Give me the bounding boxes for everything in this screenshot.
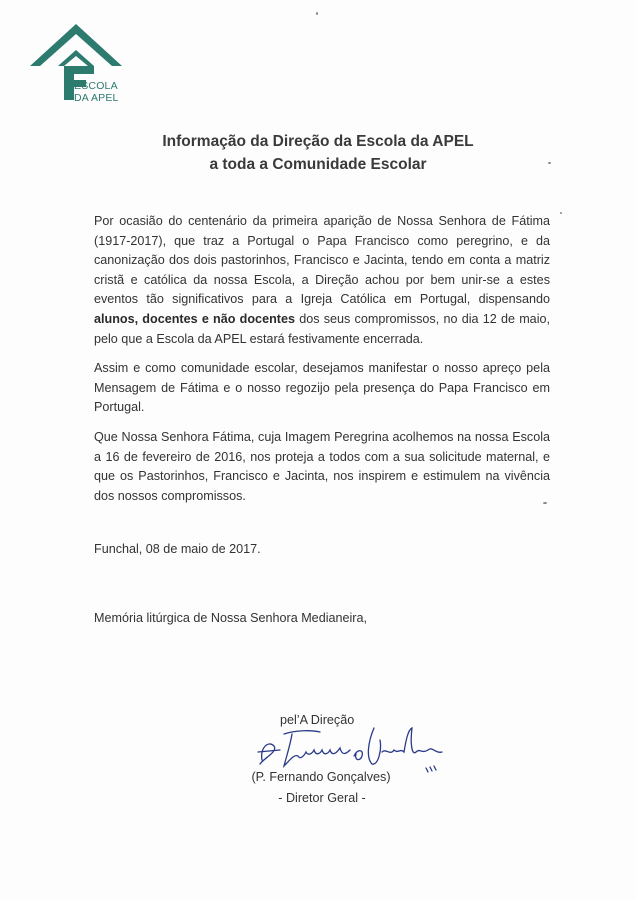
paragraph-1 [94,212,550,349]
signatory-name [0,770,636,784]
title-line-1: Informação da Direção da Escola da APEL [162,133,474,150]
paragraph-1-text-a: Por ocasião do centenário da primeira aparição de Nossa Senhora de Fátima (1917-2017), que traz a Portugal o Papa Francisco como peregrino, e da canonização dos dois pastorinhos, Francisco e Jacinta, tendo em conta a matriz cristã e católica da nossa Escola, a Direção achou por bem unir-se a estes eventos tão significativos para a Igreja Católica em Portugal, dispensando [94,214,550,307]
paragraph-1-bold: alunos, docentes e não docentes [94,311,295,326]
on-behalf-label: pel’A Direção [280,713,355,727]
scan-speck [543,502,547,504]
logo-line-2: DA APEL [74,92,119,104]
date-line: Funchal, 08 de maio de 2017. [94,542,261,556]
title-line-2: a toda a Comunidade Escolar [209,156,427,173]
scan-speck [548,162,551,164]
logo-line-1: ESCOLA [74,80,118,92]
scan-speck [560,212,562,214]
document-title [0,130,636,176]
document-body [94,212,550,516]
memoria-liturgica: Memória litúrgica de Nossa Senhora Medianeira, [94,611,367,625]
signatory-role [0,791,636,805]
paragraph-2: Assim e como comunidade escolar, desejamos manifestar o nosso apreço pela Mensagem de Fátima e o nosso regozijo pela presença do Papa Francisco em Portugal. [94,361,550,415]
scan-speck [316,12,318,15]
paragraph-1-text-b: dos seus compromissos, no dia 12 de maio, pelo que a Escola da APEL estará festivamente encerrada. [94,311,550,346]
signatory-role-text: - Diretor Geral - [278,791,366,805]
paragraph-3: Que Nossa Senhora Fátima, cuja Imagem Peregrina acolhemos na nossa Escola a 16 de fevereiro de 2016, nos proteja a todos com a sua solicitude maternal, e que os Pastorinhos, Francisco e Jacinta, nos inspirem e estimulem na vivência dos nossos compromissos. [94,429,550,503]
logo-text [74,80,119,104]
signatory-name-text: (P. Fernando Gonçalves) [251,770,391,784]
